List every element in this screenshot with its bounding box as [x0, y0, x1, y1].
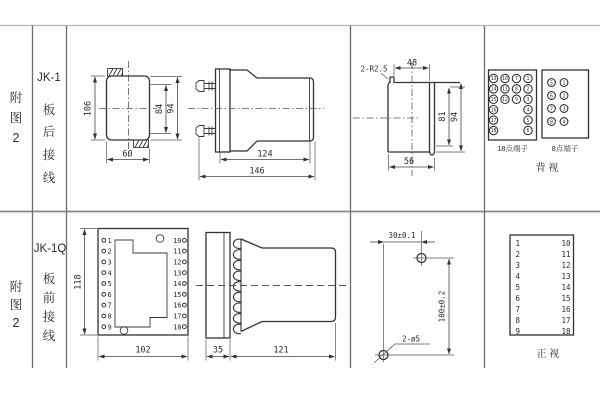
relay-body — [262, 248, 336, 322]
rear-outline-view — [84, 61, 183, 163]
figure-label-char: 图 — [9, 111, 23, 125]
terminal-number: 12 — [502, 98, 508, 104]
terminal-bump — [233, 292, 239, 301]
dim-100: 100±0.2 — [437, 290, 447, 323]
slot-edges — [430, 83, 435, 151]
terminal-number: 9 — [515, 98, 518, 104]
terminal-number: 6 — [515, 294, 521, 303]
terminal-number: 5 — [549, 80, 554, 87]
dim-35: 35 — [212, 345, 224, 356]
figure-label-char: 附 — [9, 91, 23, 105]
terminal-bump — [233, 260, 239, 269]
terminal-number: 12 — [561, 261, 571, 270]
terminal-number: 5 — [107, 280, 112, 289]
terminal-bump — [233, 282, 239, 291]
figure-label-char: 图 — [9, 298, 23, 312]
terminal-number: 18 — [490, 129, 497, 135]
back-view — [489, 70, 589, 174]
dim-94: 94 — [450, 111, 460, 123]
terminal-number: 9 — [515, 327, 521, 336]
row-header-bottom — [10, 243, 67, 343]
model-label: JK-1 — [37, 72, 61, 84]
terminal-number: 8 — [515, 87, 518, 93]
terminal-number: 13 — [173, 269, 182, 278]
terminal-number: 17 — [561, 316, 571, 325]
front-view-caption: 正 视 — [536, 349, 560, 360]
terminal-pin — [102, 238, 106, 242]
terminal-pin — [183, 271, 187, 275]
terminal-pin — [183, 238, 187, 242]
terminal-number: 3 — [107, 258, 112, 267]
terminal-number: 17 — [490, 118, 497, 124]
wiring-label-char: 前 — [42, 291, 56, 305]
terminal-number: 7 — [107, 301, 112, 310]
dim-124: 124 — [257, 149, 273, 160]
terminal-pin — [102, 325, 106, 329]
terminal-number: 16 — [561, 305, 571, 314]
terminal-number: 13 — [490, 77, 497, 83]
terminal-pin — [183, 249, 187, 253]
flange-plate — [216, 69, 231, 152]
terminal-number: 1 — [562, 80, 566, 87]
terminal-number: 14 — [173, 280, 182, 289]
leader-line — [386, 344, 430, 352]
terminal-bump — [233, 239, 239, 248]
terminal-pin — [183, 260, 187, 264]
terminal-number: 11 — [173, 247, 182, 256]
terminal-number: 10 — [561, 239, 571, 248]
wiring-label-char: 线 — [42, 171, 56, 185]
dim-60: 60 — [122, 149, 133, 160]
terminal-number: 1 — [515, 239, 521, 248]
mounting-hole — [156, 235, 164, 243]
terminal-number: 6 — [526, 129, 530, 135]
radius-label: 2-R2.5 — [360, 64, 388, 74]
terminal-bump — [233, 324, 239, 333]
terminal-number: 2 — [562, 93, 566, 100]
terminal-number: 9 — [107, 323, 112, 332]
terminal-number: 11 — [502, 87, 508, 93]
figure-label-char: 附 — [9, 280, 23, 294]
left-terminal-numbers — [516, 239, 521, 336]
dim-48: 48 — [406, 58, 418, 69]
relay-body-outline — [107, 76, 150, 140]
dim-118: 118 — [73, 274, 84, 290]
left-terminal-column — [102, 237, 112, 331]
figure-label-char: 2 — [12, 131, 20, 145]
dim-121: 121 — [273, 345, 289, 356]
terminal-number: 13 — [561, 272, 571, 281]
drill-plan — [370, 231, 454, 363]
figure-label-char: 2 — [12, 316, 20, 330]
terminal-number: 8 — [107, 312, 112, 321]
terminal-number: 4 — [515, 272, 521, 281]
dim-56: 56 — [403, 157, 415, 167]
dim-146: 146 — [249, 166, 265, 177]
terminal-number: 4 — [526, 108, 530, 114]
terminal-number: 18 — [561, 327, 571, 336]
dim-102: 102 — [135, 345, 151, 356]
mounting-screw — [196, 126, 216, 137]
hole-center-lines — [413, 231, 454, 266]
terminal-number: 3 — [515, 261, 521, 270]
terminal-number: 7 — [549, 106, 554, 113]
terminal-number: 16 — [173, 301, 182, 310]
terminal-number: 14 — [561, 283, 571, 292]
wiring-label-char: 板 — [42, 103, 56, 117]
terminal-pin — [102, 303, 106, 307]
wiring-label-char: 接 — [42, 148, 56, 162]
terminal-18-label: 18点端子 — [497, 144, 528, 153]
leader-line — [381, 73, 388, 79]
terminal-pin — [102, 282, 106, 286]
terminal-number: 2 — [515, 250, 521, 259]
terminal-number: 15 — [173, 290, 182, 299]
terminal-number: 12 — [173, 258, 182, 267]
terminal-number: 4 — [107, 269, 112, 278]
terminal-bump — [233, 303, 239, 312]
panel-cutout-view — [353, 59, 465, 177]
wiring-label-char: 线 — [42, 329, 56, 343]
inner-cutout-shape — [115, 240, 167, 327]
terminal-number: 1 — [526, 77, 530, 83]
terminal-number: 7 — [515, 305, 521, 314]
relay-body — [257, 78, 314, 141]
terminal-number: 2 — [107, 247, 112, 256]
terminal-8-label: 8点端子 — [551, 144, 579, 153]
dim-81: 81 — [438, 111, 448, 122]
terminal-pin — [102, 249, 106, 253]
side-view-rear — [188, 69, 324, 181]
terminal-number: 6 — [549, 93, 554, 100]
terminal-pin — [183, 303, 187, 307]
terminal-number: 1 — [107, 236, 112, 245]
terminal-number: 6 — [107, 290, 112, 299]
terminal-18-grid — [489, 74, 532, 134]
model-label: JK-1Q — [33, 243, 67, 255]
terminal-number: 8 — [549, 119, 554, 126]
front-wiring-view — [74, 229, 189, 361]
dim-106: 106 — [83, 100, 94, 117]
terminal-bump — [233, 271, 239, 280]
terminal-number: 5 — [515, 283, 521, 292]
right-terminal-column — [173, 237, 186, 331]
chamfer-lines — [230, 70, 257, 151]
wiring-label-char: 后 — [42, 125, 56, 139]
terminal-tab-top — [108, 69, 123, 77]
terminal-number: 3 — [526, 98, 530, 104]
terminal-pin — [183, 325, 187, 329]
terminal-number: 18 — [173, 323, 182, 332]
terminal-number: 5 — [526, 118, 530, 124]
terminal-number: 15 — [561, 294, 571, 303]
terminal-number: 7 — [515, 77, 518, 83]
terminal-number: 11 — [561, 250, 571, 259]
terminal-number: 14 — [490, 87, 497, 93]
terminal-number: 10 — [502, 77, 508, 83]
terminal-pin — [102, 271, 106, 275]
terminal-8-grid — [548, 79, 568, 126]
terminal-number: 15 — [490, 98, 497, 104]
dim-84: 84 — [155, 103, 165, 115]
terminal-number: 8 — [515, 316, 521, 325]
terminal-bump — [233, 250, 239, 259]
terminal-number: 10 — [173, 236, 182, 245]
terminal-bump — [233, 314, 239, 323]
terminal-number: 16 — [490, 108, 497, 114]
terminal-number: 3 — [562, 106, 566, 113]
mounting-hole — [120, 327, 128, 335]
slot-round-end — [430, 150, 435, 155]
terminal-pin — [102, 314, 106, 318]
row-header-top — [10, 72, 61, 185]
terminal-bumps — [233, 239, 241, 334]
terminal-number: 17 — [173, 312, 182, 321]
terminal-pin — [183, 314, 187, 318]
wiring-label-char: 板 — [42, 272, 56, 286]
terminal-number: 2 — [526, 87, 530, 93]
mounting-screw — [196, 81, 216, 92]
right-terminal-numbers — [561, 239, 571, 336]
terminal-number: 4 — [562, 119, 566, 126]
front-view-panel — [510, 235, 574, 360]
terminal-pin — [102, 260, 106, 264]
terminal-tab-bottom — [134, 140, 149, 148]
hole-diameter-label: 2-ø5 — [401, 334, 421, 344]
terminal-pin — [183, 292, 187, 296]
dim-94: 94 — [166, 103, 177, 114]
terminal-pin — [183, 282, 187, 286]
side-view-front — [196, 233, 346, 361]
terminal-pin — [102, 292, 106, 296]
dim-30: 30±0.1 — [388, 231, 416, 240]
wiring-label-char: 接 — [42, 310, 56, 324]
back-view-caption: 背 视 — [535, 163, 559, 174]
